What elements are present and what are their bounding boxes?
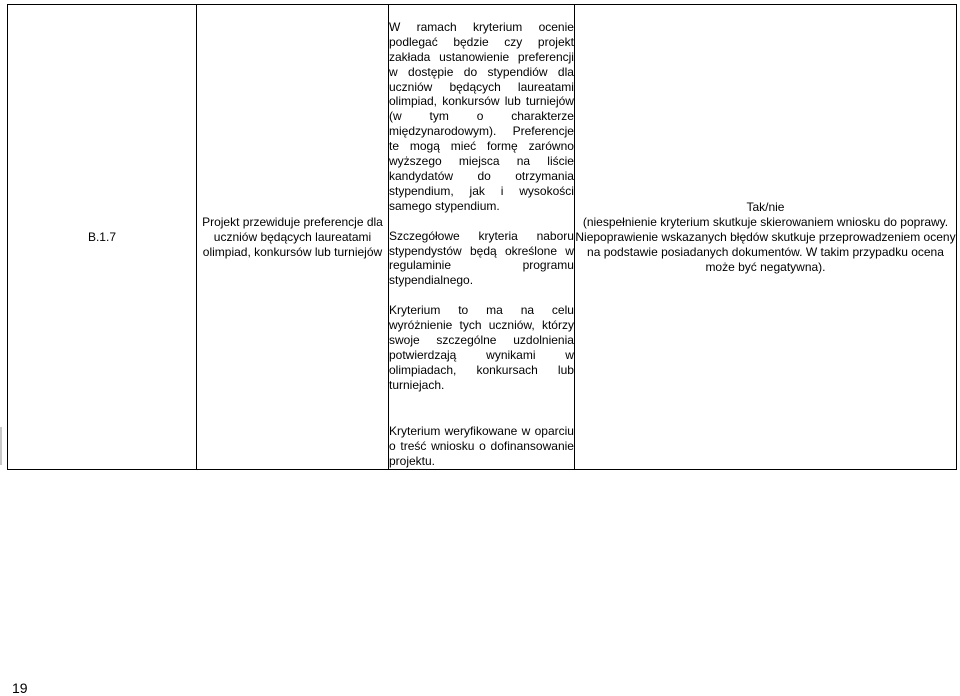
criterion-description-cell — [388, 5, 574, 470]
description-paragraph: Szczegółowe kryteria naboru stypendystów będą określone w regulaminie programu stypendialnego. — [388, 228, 574, 288]
criterion-evaluation-cell — [574, 5, 956, 470]
criterion-id-cell — [8, 5, 197, 470]
table-row — [8, 5, 957, 470]
page-number: 19 — [12, 680, 28, 696]
margin-divider — [0, 427, 2, 465]
criterion-name: Projekt przewiduje preferencje dla uczniów będących laureatami olimpiad, konkursów lub turniejów — [202, 214, 383, 259]
description-paragraph: Kryterium to ma na celu wyróżnienie tych uczniów, którzy swoje szczególne uzdolnienia potwierdzają wynikami w olimpiadach, konkursach lub turniejach. — [388, 303, 574, 392]
evaluation-note: (niespełnienie kryterium skutkuje skierowaniem wniosku do poprawy. — [582, 214, 949, 229]
criterion-id: B.1.7 — [87, 229, 116, 244]
description-paragraph: W ramach kryterium ocenie podlegać będzie czy projekt zakłada ustanowienie preferencji w dostępie do stypendiów dla uczniów będących laureatami olimpiad, konkursów lub turniejów (w tym o charakterze międzynarodowym). Preferencje te mogą mieć formę zarówno wyższego miejsca na liście kandydatów do otrzymania stypendium, jak i wysokości samego stypendium. — [388, 19, 574, 213]
criterion-name-cell — [196, 5, 388, 470]
criteria-table — [7, 4, 957, 470]
evaluation-consequence: Niepoprawienie wskazanych błędów skutkuje przeprowadzeniem oceny na podstawie posiadanych dokumentów. W takim przypadku ocena może być negatywna). — [575, 229, 956, 274]
criterion-description — [389, 5, 574, 407]
evaluation-result: Tak/nie — [746, 199, 785, 214]
criterion-verification: Kryterium weryfikowane w oparciu o treść wniosku o dofinansowanie projektu. — [388, 424, 574, 469]
